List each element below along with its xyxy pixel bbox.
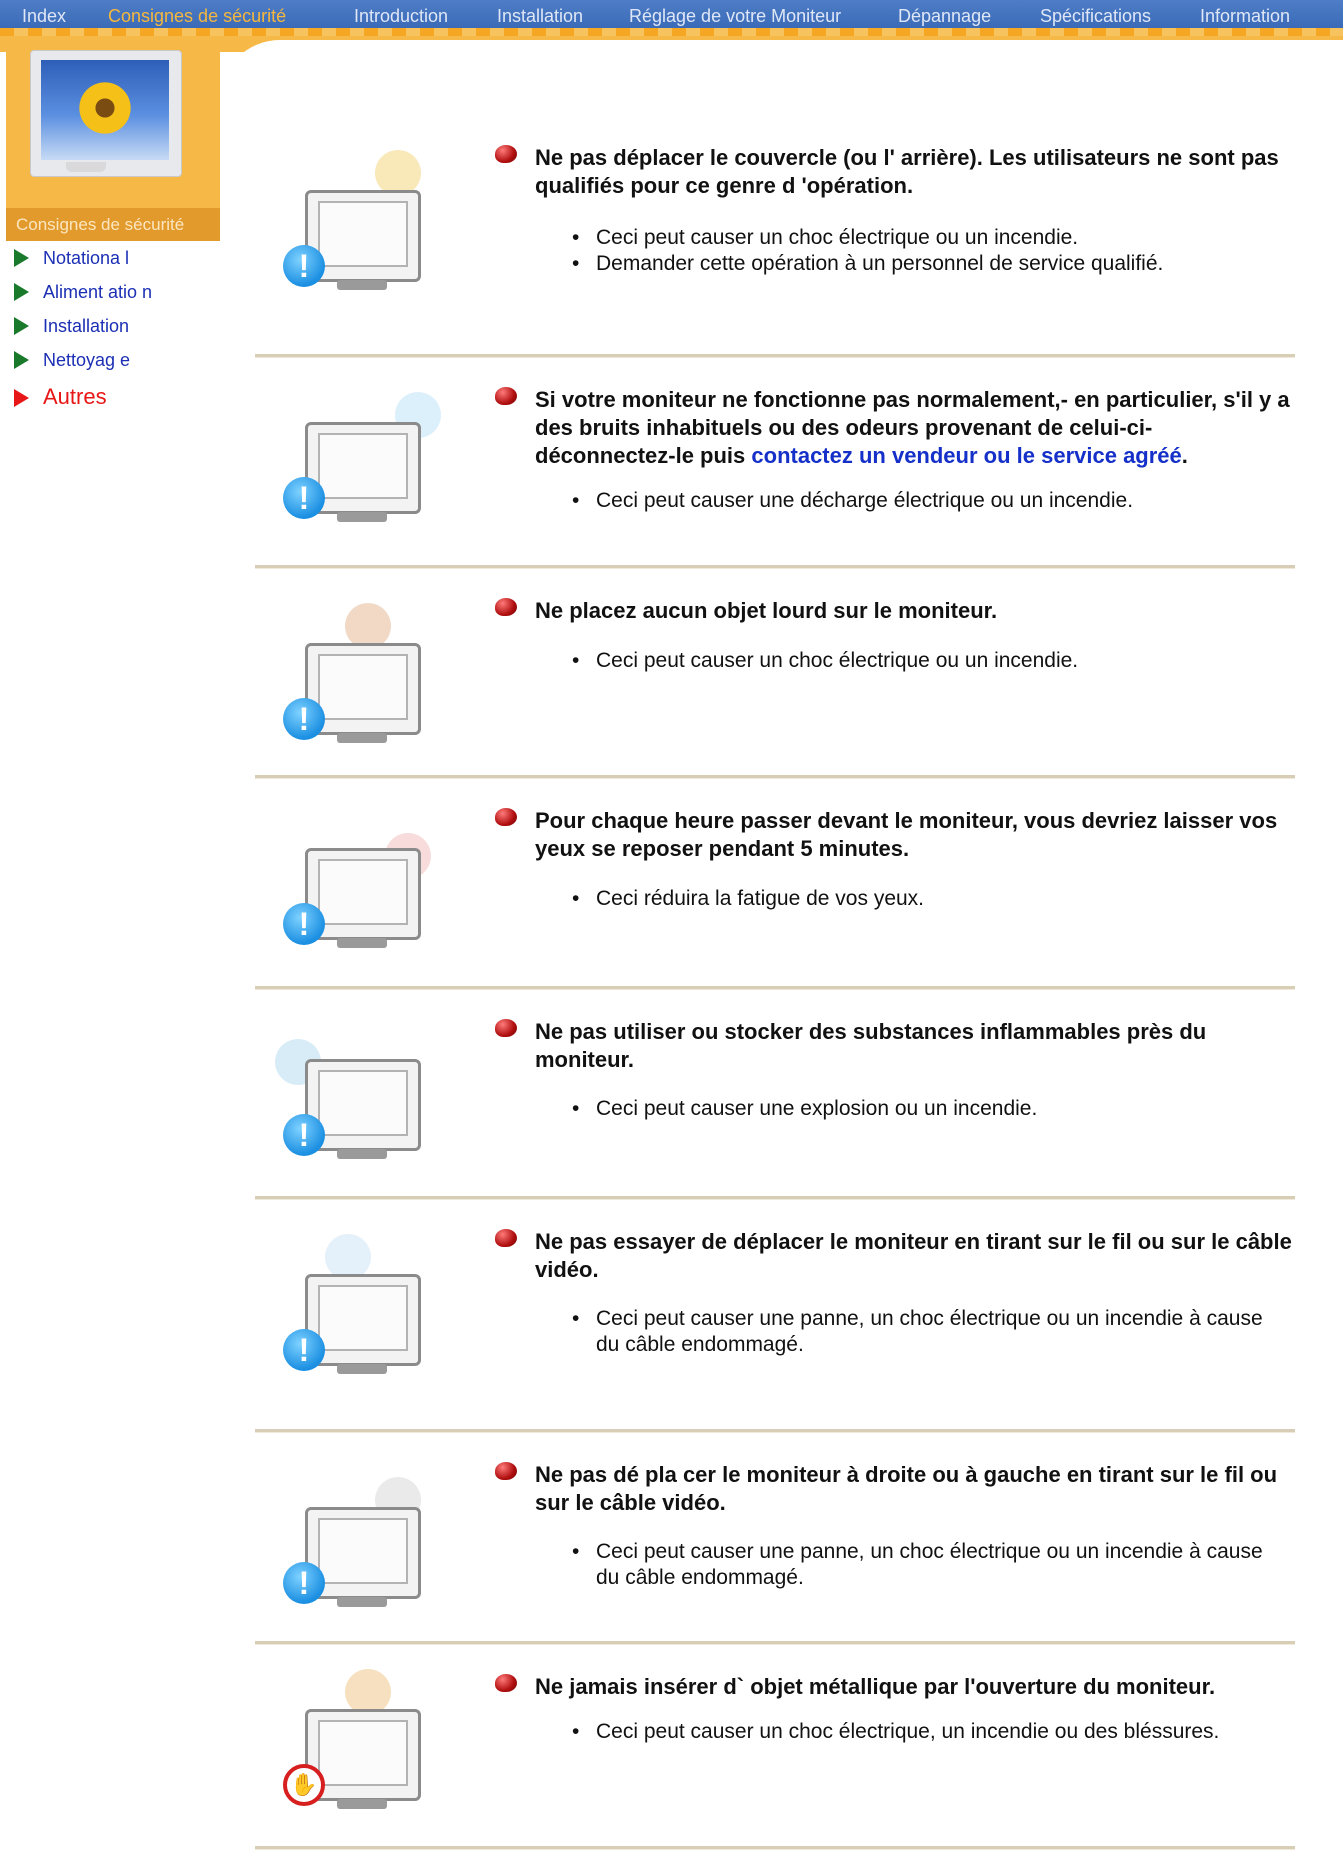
monitor-drawing-base — [337, 938, 387, 948]
warning-icon: ! — [283, 698, 325, 740]
bullet-text: • Ceci peut causer une panne, un choc électrique ou un incendie à cause du câble endommagé. — [572, 1306, 1272, 1358]
section-divider — [255, 354, 1295, 358]
item-bullets — [572, 1096, 1272, 1122]
illustration-flammable — [275, 1019, 445, 1169]
safety-item — [255, 1214, 1295, 1414]
arrow-right-icon — [14, 317, 29, 335]
item-title-end: . — [1181, 443, 1188, 468]
prohibited-hand-icon: ✋ — [283, 1764, 325, 1806]
item-bullets — [572, 225, 1272, 277]
item-bullets — [572, 648, 1272, 674]
warning-icon: ! — [283, 903, 325, 945]
sidebar-item-label: Aliment atio n — [43, 282, 153, 302]
monitor-drawing-screen — [318, 1070, 408, 1136]
sidebar-item-installation[interactable] — [14, 316, 129, 337]
sidebar-item-label: Installation — [43, 316, 130, 336]
item-bullets — [572, 1719, 1272, 1745]
nav-safety[interactable]: Consignes de sécurité — [108, 6, 287, 26]
warning-icon: ! — [283, 1329, 325, 1371]
monitor-drawing-screen — [318, 1720, 408, 1786]
monitor-drawing-screen — [318, 433, 408, 499]
illustration-smoking-monitor — [275, 382, 445, 532]
item-bullets — [572, 488, 1272, 514]
illustration-eye-rest — [275, 808, 445, 958]
section-divider — [255, 1196, 1295, 1200]
nav-specifications[interactable]: Spécifications — [1040, 6, 1152, 26]
arrow-right-icon — [14, 249, 29, 267]
bullet-text: • Ceci peut causer une décharge électrique ou un incendie. — [572, 488, 1272, 514]
sidebar-item-label: Nettoyag e — [43, 350, 131, 370]
contact-dealer-link[interactable]: contactez un vendeur ou le service agréé — [751, 443, 1182, 468]
monitor-drawing-base — [337, 1364, 387, 1374]
illustration-cable-pull — [275, 1234, 445, 1384]
monitor-drawing-screen — [318, 1518, 408, 1584]
illustration-heavy-object — [275, 603, 445, 753]
item-title: Ne pas dé pla cer le moniteur à droite ou à gauche en tirant sur le fil ou sur le câble vidéo. — [535, 1462, 1278, 1515]
bullet-text: • Ceci peut causer une explosion ou un incendie. — [572, 1096, 1272, 1122]
monitor-screen — [41, 60, 169, 160]
nav-installation[interactable]: Installation — [497, 6, 584, 26]
monitor-logo-image — [30, 50, 182, 177]
warning-icon: ! — [283, 1562, 325, 1604]
item-title-text: Si votre moniteur ne fonctionne pas normalement,- en particulier, s'il y a des bruits inhabituels ou des odeurs provenant de celui-ci- déconnectez-le puis — [535, 387, 1290, 468]
arrow-right-icon — [14, 351, 29, 369]
item-bullets — [572, 1306, 1272, 1358]
bullet-text: • Ceci réduira la fatigue de vos yeux. — [572, 886, 1272, 912]
safety-item — [255, 793, 1295, 983]
red-ball-bullet-icon — [495, 598, 519, 616]
illustration-metal-object — [275, 1669, 445, 1819]
section-divider — [255, 775, 1295, 779]
safety-item — [255, 1004, 1295, 1194]
nav-troubleshooting[interactable]: Dépannage — [898, 6, 992, 26]
section-divider — [255, 1641, 1295, 1645]
red-ball-bullet-icon — [495, 387, 519, 405]
warning-icon: ! — [283, 245, 325, 287]
bullet-text: • Ceci peut causer un choc électrique, un incendie ou des bléssures. — [572, 1719, 1272, 1745]
monitor-drawing-screen — [318, 201, 408, 267]
arrow-right-icon — [14, 389, 29, 407]
red-ball-bullet-icon — [495, 1019, 519, 1037]
sidebar-item-label: Autres — [43, 384, 107, 409]
bullet-text: • Ceci peut causer un choc électrique ou un incendie. — [572, 225, 1272, 251]
red-ball-bullet-icon — [495, 1674, 519, 1692]
sidebar-caption-text: Consignes de sécurité — [16, 215, 185, 234]
item-title — [535, 386, 1295, 470]
item-title: Pour chaque heure passer devant le moniteur, vous devriez laisser vos yeux se reposer pendant 5 minutes. — [535, 808, 1278, 861]
red-ball-bullet-icon — [495, 1462, 519, 1480]
monitor-drawing-base — [337, 1799, 387, 1809]
monitor-drawing-screen — [318, 859, 408, 925]
item-title: Ne placez aucun objet lourd sur le moniteur. — [535, 598, 998, 623]
safety-item — [255, 1447, 1295, 1637]
item-bullets — [572, 1539, 1272, 1591]
safety-item — [255, 1659, 1295, 1839]
monitor-drawing-screen — [318, 1285, 408, 1351]
sidebar-item-power[interactable] — [14, 282, 152, 303]
illustration-technician — [275, 150, 445, 300]
section-divider — [255, 1846, 1295, 1850]
section-divider — [255, 565, 1295, 569]
safety-item — [255, 130, 1295, 350]
illustration-drag-monitor — [275, 1467, 445, 1617]
item-title: Ne pas déplacer le couvercle (ou l' arrière). Les utilisateurs ne sont pas qualifiés pour ce genre d 'opération. — [535, 145, 1279, 198]
nav-introduction[interactable]: Introduction — [354, 6, 449, 26]
monitor-drawing-base — [337, 1597, 387, 1607]
sunflower-image — [75, 78, 135, 138]
warning-icon: ! — [283, 477, 325, 519]
bullet-text: • Ceci peut causer un choc électrique ou un incendie. — [572, 648, 1272, 674]
monitor-drawing-base — [337, 733, 387, 743]
red-ball-bullet-icon — [495, 145, 519, 163]
sidebar-item-label: Notationa l — [43, 248, 130, 268]
nav-information[interactable]: Information — [1200, 6, 1291, 26]
sidebar-item-others[interactable] — [14, 384, 107, 410]
sidebar-item-notation[interactable] — [14, 248, 129, 269]
sidebar-caption — [6, 208, 220, 241]
section-divider — [255, 1429, 1295, 1433]
item-title: Ne jamais insérer d` objet métallique par l'ouverture du moniteur. — [535, 1674, 1216, 1699]
monitor-drawing-base — [337, 1149, 387, 1159]
safety-item — [255, 583, 1295, 773]
red-ball-bullet-icon — [495, 1229, 519, 1247]
nav-monitor-settings[interactable]: Réglage de votre Moniteur — [629, 6, 842, 26]
nav-stripe — [0, 28, 1343, 36]
red-ball-bullet-icon — [495, 808, 519, 826]
monitor-drawing-base — [337, 280, 387, 290]
bullet-text: • Ceci peut causer une panne, un choc électrique ou un incendie à cause du câble endommagé. — [572, 1539, 1272, 1591]
item-title: Ne pas essayer de déplacer le moniteur en tirant sur le fil ou sur le câble vidéo. — [535, 1229, 1292, 1282]
bullet-text: • Demander cette opération à un personnel de service qualifié. — [572, 251, 1272, 277]
monitor-stand — [66, 162, 106, 172]
warning-icon: ! — [283, 1114, 325, 1156]
nav-index[interactable]: Index — [22, 6, 67, 26]
section-divider — [255, 986, 1295, 990]
safety-item — [255, 372, 1295, 562]
sidebar-header — [6, 36, 220, 241]
sidebar-item-cleaning[interactable] — [14, 350, 130, 371]
arrow-right-icon — [14, 283, 29, 301]
monitor-drawing-screen — [318, 654, 408, 720]
top-nav — [0, 0, 1343, 36]
monitor-drawing-base — [337, 512, 387, 522]
item-bullets — [572, 886, 1272, 912]
item-title: Ne pas utiliser ou stocker des substances inflammables près du moniteur. — [535, 1019, 1207, 1072]
